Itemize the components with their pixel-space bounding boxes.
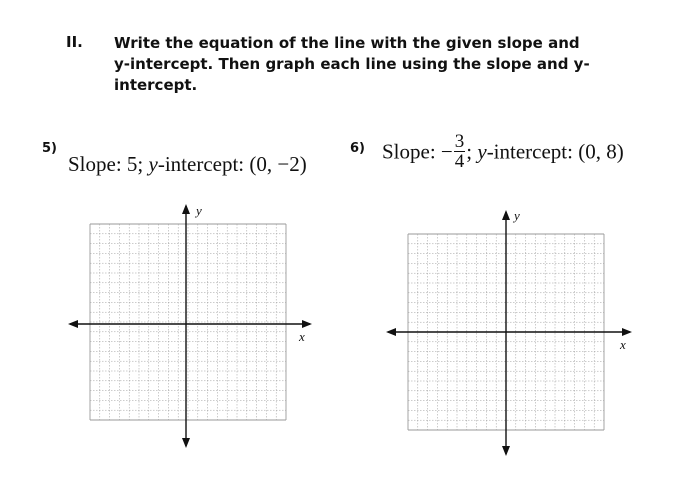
problem-5-intercept-var: y: [148, 152, 158, 176]
problem-6-intercept-text: -intercept: (0, 8): [486, 139, 624, 164]
problem-6-slope-fraction: [454, 132, 466, 171]
problem-5-slope-value: 5;: [126, 152, 149, 176]
problem-6-x-arrow-left: [386, 328, 396, 336]
problem-6-slope-numerator: 3: [454, 131, 465, 152]
section-instructions: Write the equation of the line with the given slope and y-intercept. Then graph each line using the slope and y-intercept.: [114, 34, 590, 94]
problem-5-x-arrow-right: [302, 320, 312, 328]
problem-5-statement: [68, 152, 307, 177]
problem-6-intercept-var: y: [477, 139, 487, 164]
problem-6-slope-denominator: 4: [454, 151, 465, 172]
problem-5-grid-lines: [90, 224, 286, 420]
problem-6-coordinate-grid[interactable]: [386, 206, 636, 456]
problem-5-y-arrow-up: [182, 204, 190, 214]
problem-6-x-axis-label: x: [620, 337, 626, 352]
problem-6-number: 6): [350, 141, 365, 156]
problem-5-slope-label: Slope:: [68, 152, 127, 176]
problem-5-intercept-text: -intercept: (0, −2): [157, 152, 307, 176]
problem-6-x-arrow-right: [622, 328, 632, 336]
problem-6-slope-separator: ;: [466, 139, 478, 164]
section-number: II.: [66, 33, 83, 51]
problem-5-number: 5): [42, 141, 57, 156]
problem-6-y-arrow-up: [502, 210, 510, 220]
problem-5-coordinate-grid[interactable]: [66, 200, 316, 450]
problem-5-x-arrow-left: [68, 320, 78, 328]
problem-6-slope-label: Slope: −: [382, 139, 453, 164]
problem-5-y-arrow-down: [182, 438, 190, 448]
problem-5-x-axis-label: x: [299, 329, 305, 344]
problem-6-statement: [382, 131, 624, 173]
problem-5-y-axis-label: y: [196, 203, 202, 218]
problem-6-y-axis-label: y: [514, 208, 520, 223]
problem-6-y-arrow-down: [502, 446, 510, 456]
